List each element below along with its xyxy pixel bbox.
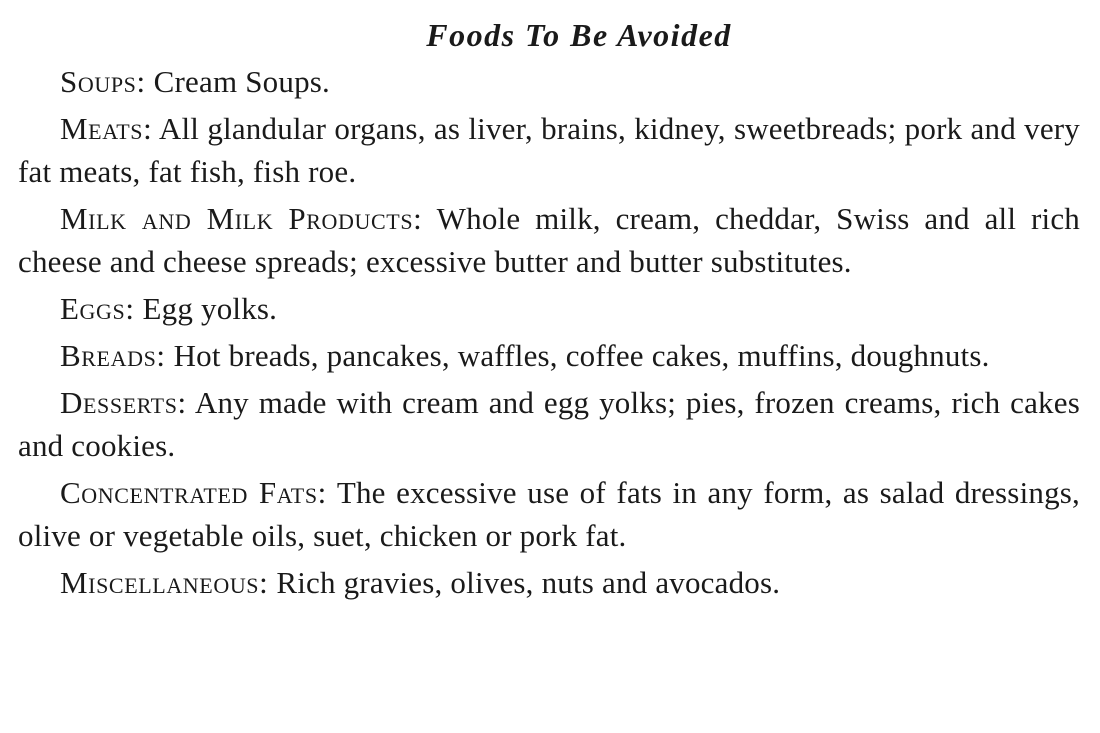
entry-text: Cream Soups. — [153, 64, 330, 99]
entry-soups — [18, 60, 1080, 103]
category-label: Breads: — [60, 338, 166, 373]
category-label: Concentrated Fats: — [60, 475, 327, 510]
page-title: Foods To Be Avoided — [426, 17, 732, 53]
entry-milk-products — [18, 197, 1080, 283]
entry-miscellaneous — [18, 561, 1080, 604]
category-label: Meats: — [60, 111, 153, 146]
entry-eggs — [18, 287, 1080, 330]
entry-text: Rich gravies, olives, nuts and avocados. — [276, 565, 781, 600]
document-page — [18, 10, 1080, 725]
entry-text: Whole milk, cream, cheddar, Swiss and all rich cheese and cheese spreads; excessive butter and butter substitutes. — [18, 201, 1080, 279]
entry-breads — [18, 334, 1080, 377]
entry-desserts — [18, 381, 1080, 467]
category-label: Desserts: — [60, 385, 187, 420]
entry-concentrated-fats — [18, 471, 1080, 557]
category-label: Milk and Milk Products: — [60, 201, 423, 236]
entry-text: Any made with cream and egg yolks; pies, frozen creams, rich cakes and cookies. — [18, 385, 1080, 463]
category-label: Soups: — [60, 64, 146, 99]
entry-meats — [18, 107, 1080, 193]
entry-text: All glandular organs, as liver, brains, kidney, sweetbreads; pork and very fat meats, fat fish, fish roe. — [18, 111, 1080, 189]
entry-text: Hot breads, pancakes, waffles, coffee cakes, muffins, doughnuts. — [173, 338, 990, 373]
entry-text: The excessive use of fats in any form, as salad dressings, olive or vegetable oils, suet, chicken or pork fat. — [18, 475, 1080, 553]
category-label: Eggs: — [60, 291, 135, 326]
category-label: Miscellaneous: — [60, 565, 269, 600]
entry-text: Egg yolks. — [142, 291, 278, 326]
